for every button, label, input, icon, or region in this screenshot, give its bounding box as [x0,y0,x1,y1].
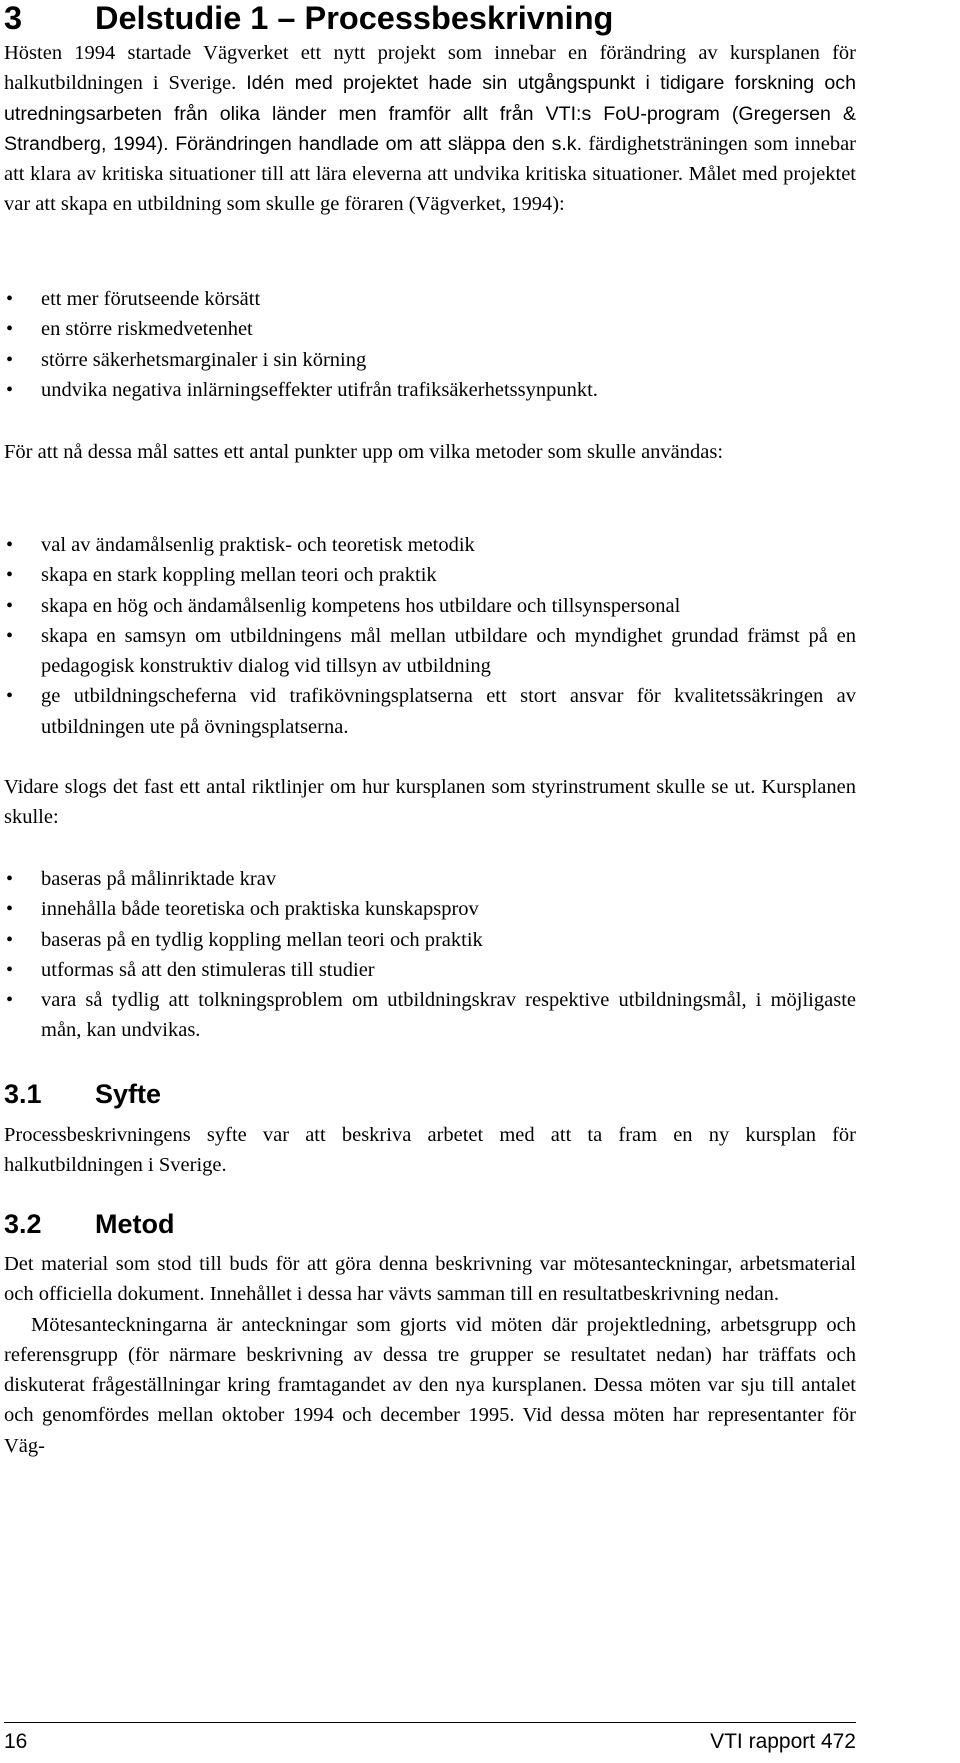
subsection-number: 3.2 [4,1209,42,1239]
guidelines-list [4,864,856,1046]
methods-intro-paragraph: För att nå dessa mål sattes ett antal punkter upp om vilka metoder som skulle användas: [4,441,724,463]
intro-text-sans: Idén med projektet hade sin utgångspunkt i tidigare forskning och utredningsarbeten från olika länder men framför allt från VTI:s FoU-program (Gregersen & Strandberg, 1994). Förändringen handlade om att släppa den s.k. [4,72,857,155]
guidelines-paragraph: Vidare slogs det fast ett antal riktlinjer om hur kursplanen som styrinstrument skulle se ut. Kursplanen skulle: [4,776,856,829]
section-number: 3 [4,0,23,36]
list-item: • större säkerhetsmarginaler i sin körning [4,345,856,375]
list-item: • ge utbildningscheferna vid trafikövningsplatserna ett stort ansvar för kvalitetssäkringen av utbildningen ute på övningsplatserna. [4,681,856,742]
list-item: • skapa en samsyn om utbildningens mål mellan utbildare och myndighet grundad främst på en pedagogisk konstruktiv dialog vid tillsyn av utbildning [4,621,856,682]
list-item: • skapa en hög och ändamålsenlig kompetens hos utbildare och tillsynspersonal [4,591,856,621]
syfte-paragraph: Processbeskrivningens syfte var att beskriva arbetet med att ta fram en ny kursplan för halkutbildningen i Sverige. [4,1124,856,1177]
subsection-number: 3.1 [4,1079,42,1109]
list-item: • val av ändamålsenlig praktisk- och teoretisk metodik [4,530,856,560]
report-label: VTI rapport 472 [710,1730,856,1753]
intro-paragraph [4,38,856,220]
section-heading [4,0,613,36]
list-item: • en större riskmedvetenhet [4,314,856,344]
page-footer [4,1722,856,1753]
list-item: • ett mer förutseende körsätt [4,284,856,314]
list-item: • utformas så att den stimuleras till studier [4,955,856,985]
goals-list [4,284,856,405]
list-item: • undvika negativa inlärningseffekter utifrån trafiksäkerhetssynpunkt. [4,375,856,405]
metod-body [4,1249,856,1461]
metod-paragraph-1: Det material som stod till buds för att göra denna beskrivning var mötesanteckningar, arbetsmaterial och officiella dokument. Innehållet i dessa har vävts samman till en resultatbeskrivning nedan. [4,1253,856,1306]
subsection-title: Syfte [95,1079,162,1109]
list-item: • innehålla både teoretiska och praktiska kunskapsprov [4,894,856,924]
metod-paragraph-2: Mötesanteckningarna är anteckningar som gjorts vid möten där projektledning, arbetsgrupp och referensgrupp (för närmare beskrivning av dessa tre grupper se resultatet nedan) har träffats och diskuterat frågeställningar kring framtagandet av den nya kursplanen. Dessa möten var sju till antalet och genomfördes mellan oktober 1994 och december 1995. Vid dessa möten har representanter för Väg- [4,1313,856,1457]
list-item: • baseras på en tydlig koppling mellan teori och praktik [4,925,856,955]
list-item: • skapa en stark koppling mellan teori och praktik [4,560,856,590]
list-item: • vara så tydlig att tolkningsproblem om utbildningskrav respektive utbildningsmål, i möjligaste mån, kan undvikas. [4,985,856,1046]
page-number: 16 [4,1730,28,1753]
list-item: • baseras på målinriktade krav [4,864,856,894]
subsection-title: Metod [95,1209,175,1239]
intro-text-b: färdighetsträningen som innebar att klara av kritiska situationer till att lära eleverna att undvika kritiska situationer. Målet med projektet var att skapa en utbildning som skulle ge föraren (Vägverket, 1994): [4,132,857,216]
methods-list [4,530,856,742]
subsection-heading-syfte [4,1078,856,1110]
subsection-heading-metod [4,1208,856,1240]
section-title: Delstudie 1 – Processbeskrivning [95,0,614,36]
intro-text-a: Hösten 1994 startade Vägverket ett nytt projekt som innebar en förändring av kursplanen för halkutbildningen i Sverige. [4,42,856,95]
